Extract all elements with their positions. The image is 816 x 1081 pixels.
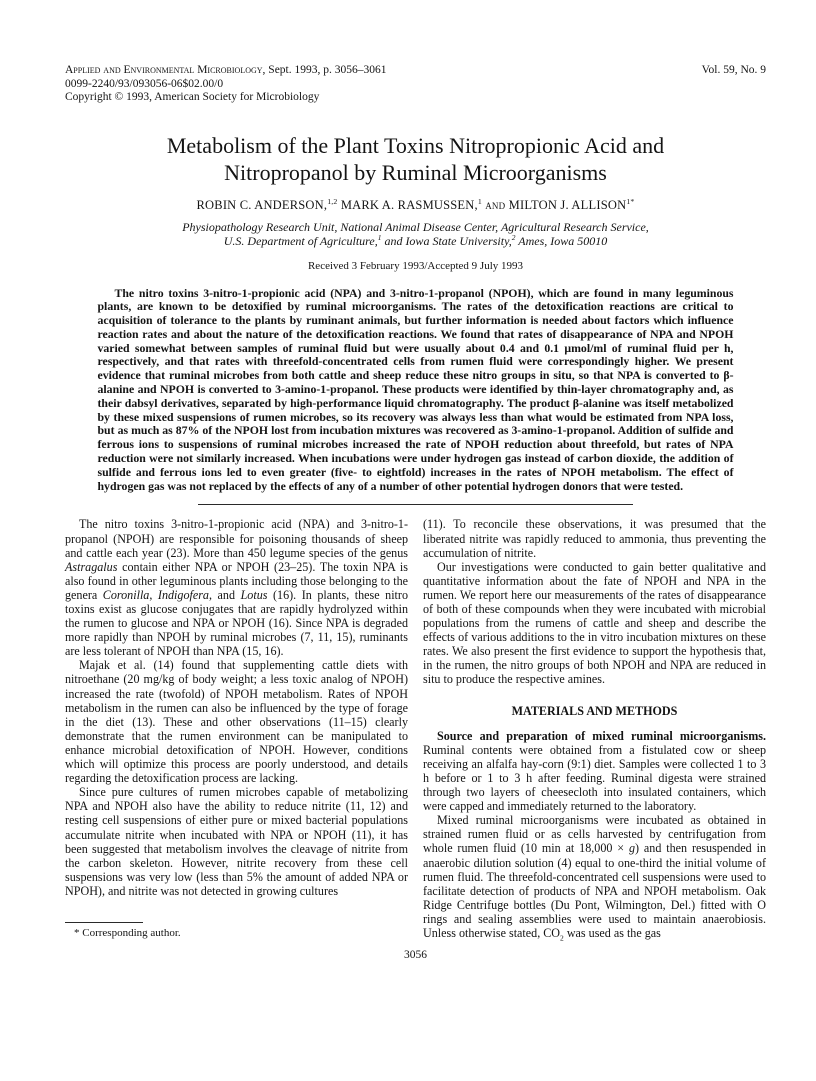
title-line-1: Metabolism of the Plant Toxins Nitropropionic Acid and — [166, 132, 665, 158]
authors-line: ROBIN C. ANDERSON,$^{1,2}$ MARK A. RASMUSSEN,$^1$ and MILTON J. $ALLISON^{1*}$ — [196, 196, 635, 212]
footnote-block — [65, 922, 408, 940]
journal-citation-line: Applied and Environmental Microbiology, Sept. 1993, p. 3056–3061 — [65, 64, 387, 76]
body-paragraph-mixed-ruminal: Mixed ruminal microorganisms were incubated as obtained in strained rumen fluid or as cells harvested by centrifugation from whole rumen fluid (10 min at 18,000 × g) and then resuspended in anaerobic dilution solution (4) equal to one-third the initial volume of rumen fluid. The threefold-concentrated cell suspensions were used to facilitate detection of products of NPA and NPOH metabolism. Oak Ridge Centrifuge bottles (Du Pont, Wilmington, Del.) fitted with O rings and sealing assemblies were used to maintain anaerobiosis. Unless otherwise stated, $CO_2$ was used as the gas — [423, 813, 766, 943]
abstract-paragraph: The nitro toxins 3-nitro-1-propionic acid (NPA) and 3-nitro-1-propanol (NPOH), which are found in many leguminous plants, are known to be detoxified by ruminal microorganisms. The rates of the detoxification reactions are critical to acquisition of tolerance to the plants by ruminant animals, but further information is needed about factors which influence reaction rates and about the nature of the detoxification reactions. We found that rates of disappearance of NPA and NPOH varied somewhat between samples of ruminal fluid but were usually about 0.4 and 0.1 μmol/ml of ruminal fluid per h, respectively, and that rates with threefold-concentrated cells from rumen fluid were correspondingly higher. We present evidence that ruminal microbes from both cattle and sheep reduce these nitro groups in situ, so that NPA is converted to β-alanine and NPOH is converted to 3-amino-1-propanol. These products were identified by thin-layer chromatography and, as their dabsyl derivatives, separated by high-performance liquid chromatography. The product β-alanine was itself metabolized by these mixed suspensions of rumen microbes, so its recovery was always less than what would be estimated from NPA loss, but as much as 87% of the NPOH lost from incubation mixtures was recovered as 3-amino-1-propanol. Addition of sulfide and ferrous ions to suspensions of ruminal microbes increased the rate of NPOH reduction about threefold, but rates of NPA reduction were not similarly increased. When incubations were under hydrogen gas instead of carbon dioxide, the addition of sulfide and ferrous ions led to even greater (five- to eightfold) increases in the rates of NPOH metabolism. The effect of hydrogen gas was not replaced by the effects of any of a number of other potential hydrogen donors that were tested. — [97, 285, 734, 493]
received-accepted-line: Received 3 February 1993/Accepted 9 July 1993 — [307, 259, 524, 272]
volume-number: Vol. 59, No. 9 — [701, 64, 766, 76]
abstract-divider — [198, 504, 633, 505]
left-column — [65, 517, 408, 940]
affiliation-line-2: U.S. Department of Agriculture,$^1$ and Iowa State University,$^2$ Ames, Iowa 50010 — [223, 233, 608, 248]
affiliation-line-1: Physiopathology Research Unit, National Animal Disease Center, Agricultural Research Service, — [182, 219, 649, 234]
article-title — [65, 132, 766, 186]
footnote-rule — [65, 922, 143, 923]
body-paragraph-intro: The nitro toxins 3-nitro-1-propionic acid (NPA) and 3-nitro-1-propanol (NPOH) are responsible for poisoning thousands of sheep and cattle each year (23). More than 450 legume species of the genus Astragalus contain either NPA or NPOH (23–25). The toxin NPA is also found in other leguminous plants including those belonging to the genera Coronilla, Indigofera, and Lotus (16). In plants, these nitro toxins exist as glucose conjugates that are rapidly hydrolyzed within the rumen to glucose and NPA or NPOH (16). Since NPA is degraded more rapidly than NPOH by ruminal microbes (7, 11, 15), ruminants are less tolerant of NPOH than NPA (15, 16). — [65, 517, 408, 659]
page-number: 3056 — [404, 949, 427, 962]
body-paragraph-continuation: (11). To reconcile these observations, it was presumed that the liberated nitrite was rapidly reduced to ammonia, thus preventing the accumulation of nitrite. — [423, 517, 766, 560]
body-paragraph-majak: Majak et al. (14) found that supplementing cattle diets with nitroethane (20 mg/kg of body weight; a less toxic analog of NPOH) increased the rate (twofold) of NPOH metabolism. Rates of NPOH metabolism in the rumen can also be influenced by the type of forage in the diet (13). These and other observations (11–15) clearly demonstrate that the rumen environment can be manipulated to enhance microbial detoxification of NPOH. However, conditions which will optimize this process are poorly understood, and details regarding the detoxification process are lacking. — [65, 658, 408, 786]
body-paragraph-investigations: Our investigations were conducted to gain better qualitative and quantitative information about the fate of NPOH and NPA in the rumen. We report here our measurements of the rates of disappearance of both of these compounds when they were incubated with microbial populations from the rumens of cattle and sheep and describe the effects of various additions to the in vitro incubation mixtures on these rates. We also present the first evidence to support the hypothesis that, in the rumen, the nitro groups of both NPOH and NPA are reduced in situ to produce the respective amines. — [423, 559, 766, 687]
masthead-left — [65, 64, 387, 105]
copyright-line: Copyright © 1993, American Society for Microbiology — [65, 91, 320, 103]
title-line-2: Nitropropanol by Ruminal Microorganisms — [224, 159, 607, 185]
body-paragraph-source-preparation: Source and preparation of mixed ruminal microorganisms. Ruminal contents were obtained from a fistulated cow or sheep receiving an alfalfa hay-corn (9:1) diet. Samples were collected 1 to 3 h before or 1 to 3 h after feeding. Ruminal digesta were strained through two layers of cheesecloth into insulated containers, which were capped and immediately returned to the laboratory. — [423, 728, 766, 814]
body-columns — [65, 517, 766, 943]
right-column — [423, 517, 766, 943]
affiliation — [65, 220, 766, 249]
masthead — [65, 64, 766, 105]
corresponding-author-note: * Corresponding author. — [74, 927, 181, 940]
issn-line: 0099-2240/93/093056-06$02.00/0 — [65, 77, 224, 90]
section-heading-materials-and-methods: MATERIALS AND METHODS — [511, 703, 678, 718]
body-paragraph-pure-cultures: Since pure cultures of rumen microbes capable of metabolizing NPA and NPOH also have the ability to reduce nitrite (11, 12) and resting cell suspensions of either pure or mixed bacterial populations accumulate nitrite when incubated with NPA or NPOH (11), it has been suggested that metabolism involves the cleavage of nitrite from the carbon skeleton. However, nitrite recovery from these cell suspensions was very low (less than 5% the amount of added NPA or NPOH), and nitrite was not detected in growing cultures — [65, 785, 408, 898]
